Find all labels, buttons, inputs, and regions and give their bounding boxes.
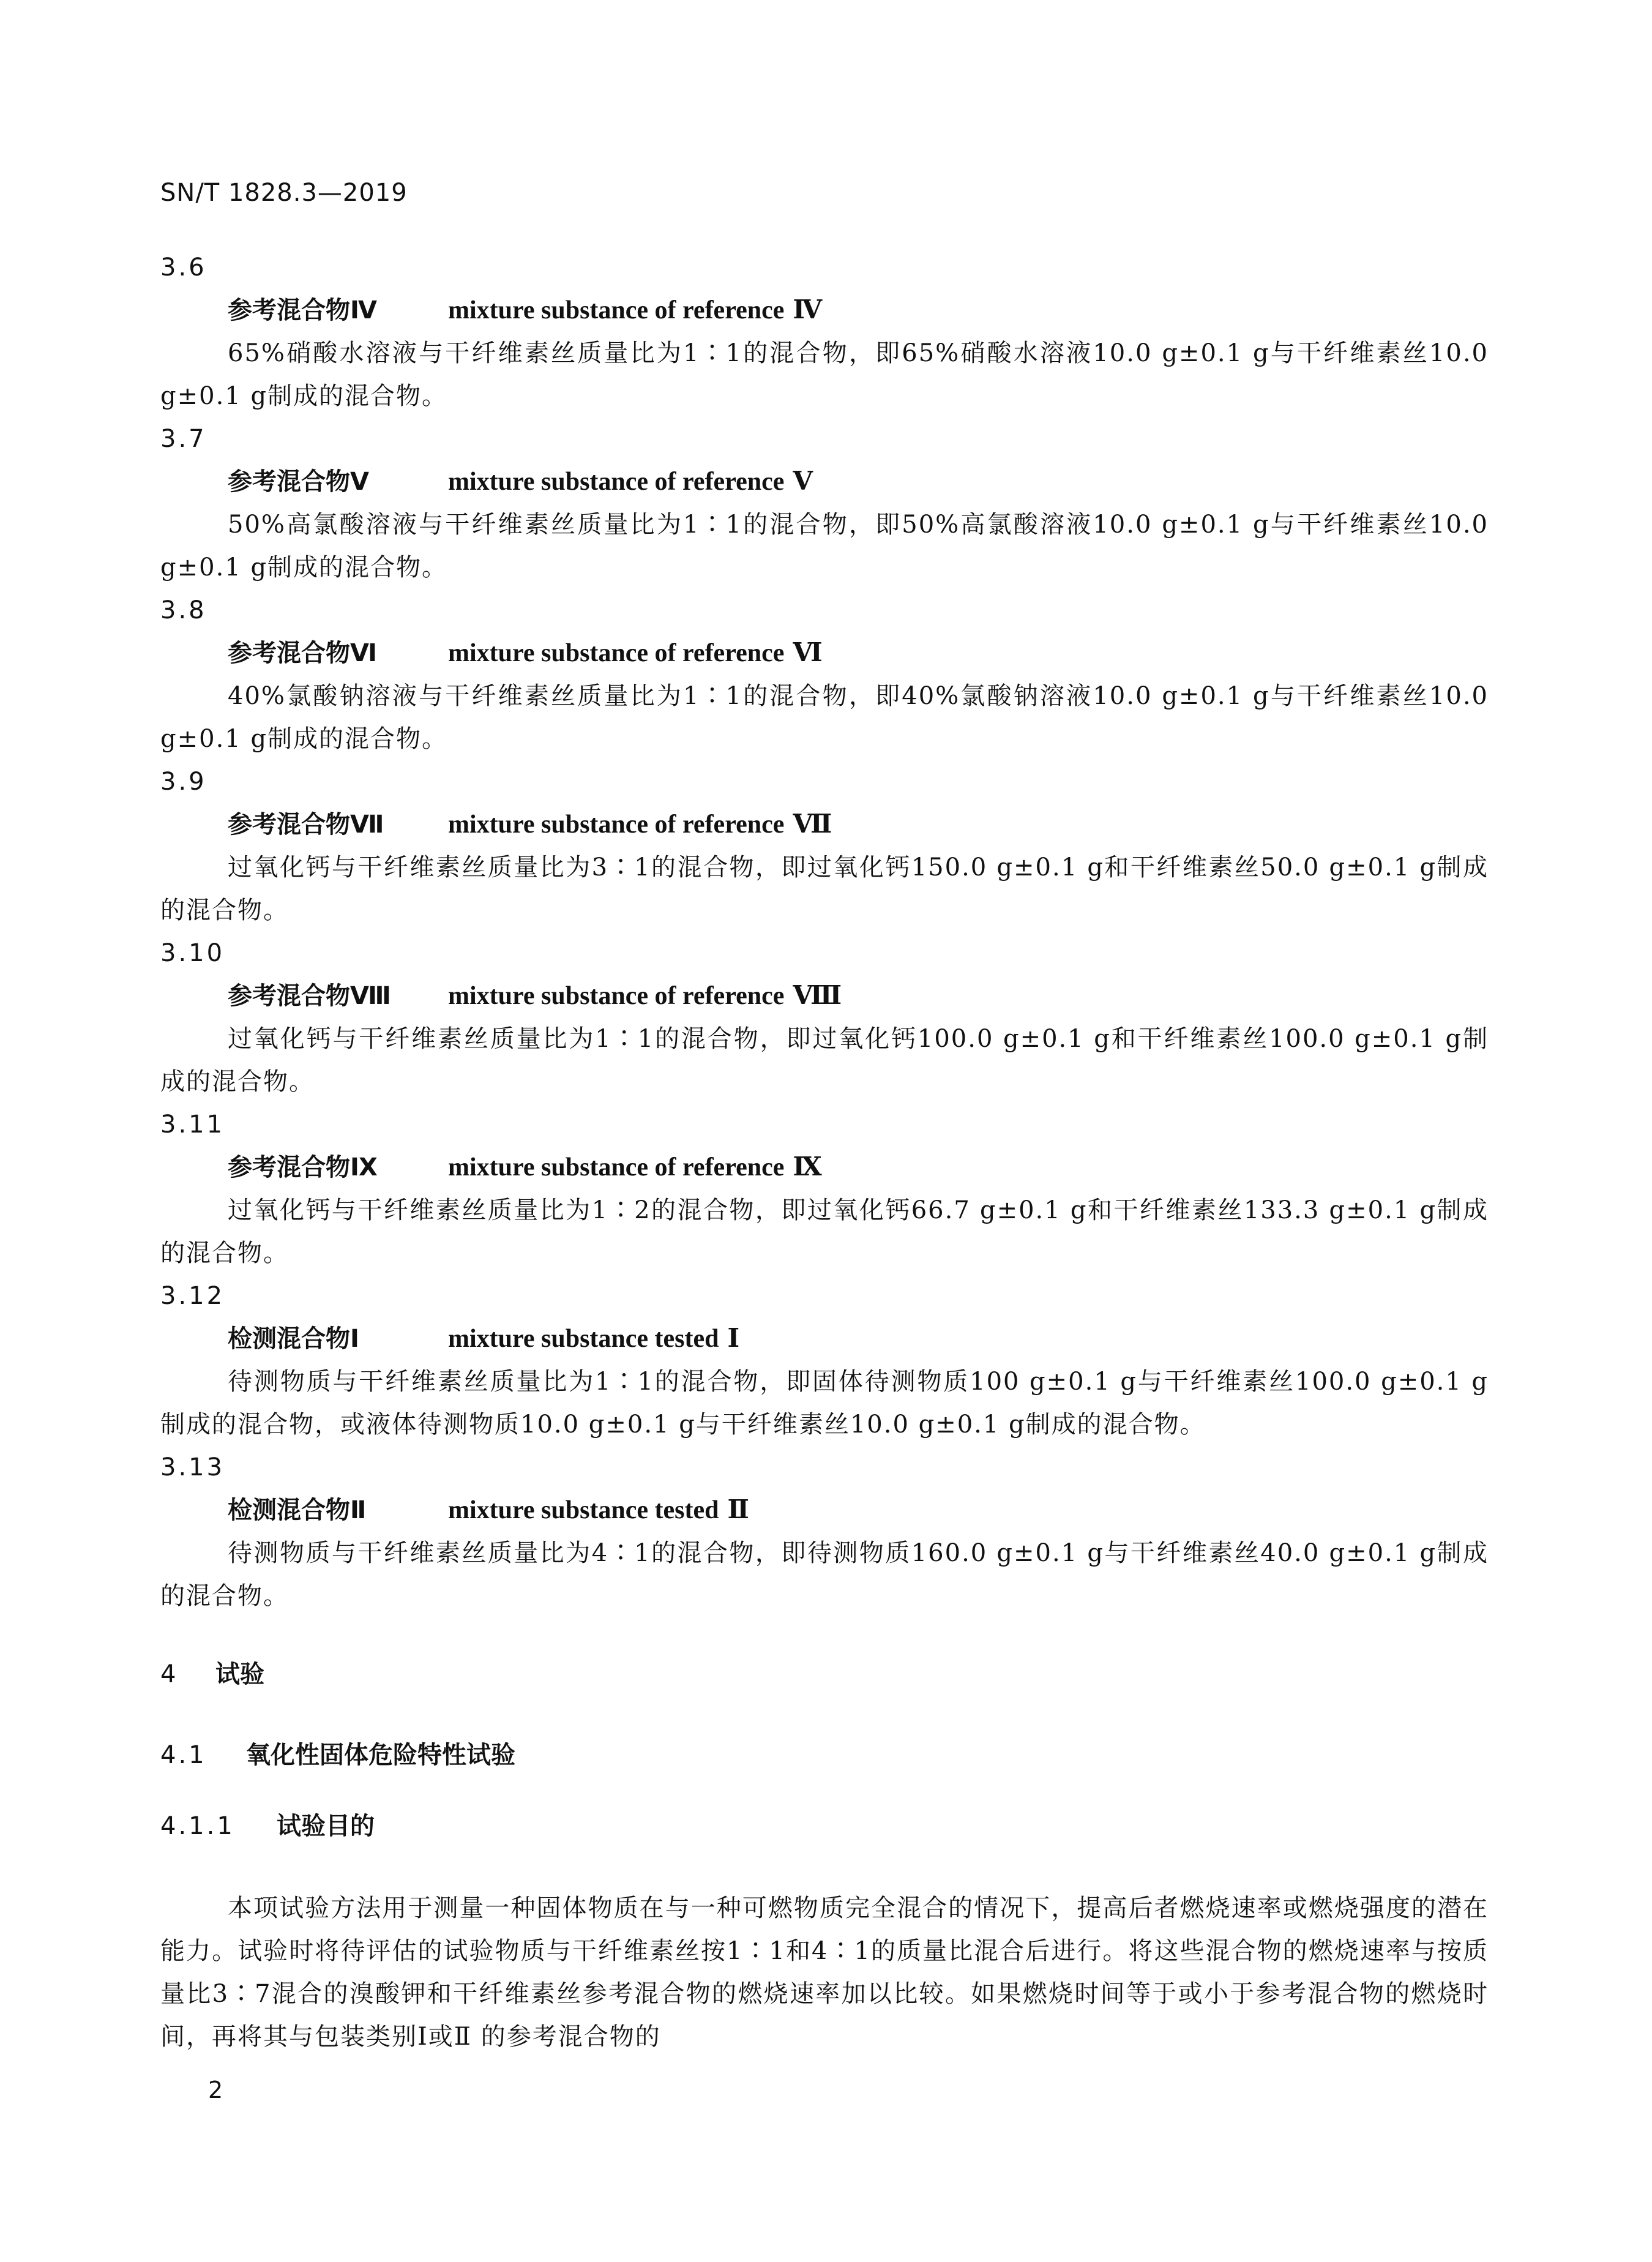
term-heading — [160, 803, 1489, 846]
definition-3-8 — [160, 589, 1489, 760]
term-en: mixture substance tested — [448, 1496, 719, 1524]
term-heading — [160, 975, 1489, 1017]
definition-text: 过氧化钙与干纤维素丝质量比为1∶1的混合物，即过氧化钙100.0 g±0.1 g和干纤维素丝100.0 g±0.1 g制成的混合物。 — [160, 1025, 1489, 1096]
term-cn: 参考混合物Ⅸ — [228, 1153, 378, 1182]
term-heading — [160, 632, 1489, 675]
term-roman: Ⅰ — [727, 1325, 740, 1353]
definition-text: 过氧化钙与干纤维素丝质量比为1∶2的混合物，即过氧化钙66.7 g±0.1 g和干纤维素丝133.3 g±0.1 g制成的混合物。 — [160, 1196, 1489, 1267]
term-roman: Ⅳ — [793, 296, 823, 324]
section-heading-4 — [160, 1653, 1489, 1696]
term-cn: 参考混合物Ⅶ — [228, 811, 384, 839]
definition-text: 40%氯酸钠溶液与干纤维素丝质量比为1∶1的混合物，即40%氯酸钠溶液10.0 g±0.1 g与干纤维素丝10.0 g±0.1 g制成的混合物。 — [160, 682, 1489, 753]
term-cn: 参考混合物Ⅷ — [228, 982, 391, 1010]
clause-number: 3.12 — [160, 1282, 225, 1310]
clause-number: 3.7 — [160, 425, 207, 453]
term-en: mixture substance of reference — [448, 1153, 785, 1182]
section-title: 试验目的 — [277, 1812, 375, 1840]
term-en: mixture substance of reference — [448, 639, 785, 667]
definition-text: 50%高氯酸溶液与干纤维素丝质量比为1∶1的混合物，即50%高氯酸溶液10.0 g±0.1 g与干纤维素丝10.0 g±0.1 g制成的混合物。 — [160, 511, 1489, 582]
term-heading — [160, 1489, 1489, 1532]
definition-3-7 — [160, 418, 1489, 589]
section-number: 4.1 — [160, 1741, 207, 1769]
section-heading-4-1 — [160, 1734, 1489, 1777]
definition-3-13 — [160, 1446, 1489, 1617]
section-number: 4.1.1 — [160, 1812, 235, 1840]
clause-number: 3.13 — [160, 1453, 225, 1481]
document-body — [160, 246, 1489, 2058]
term-roman: Ⅶ — [793, 811, 832, 839]
definition-text: 待测物质与干纤维素丝质量比为1∶1的混合物，即固体待测物质100 g±0.1 g与干纤维素丝100.0 g±0.1 g制成的混合物，或液体待测物质10.0 g±0.1 g与干纤维素丝10.0 g±0.1 g制成的混合物。 — [160, 1368, 1489, 1439]
definition-text: 过氧化钙与干纤维素丝质量比为3∶1的混合物，即过氧化钙150.0 g±0.1 g和干纤维素丝50.0 g±0.1 g制成的混合物。 — [160, 853, 1489, 924]
term-roman: Ⅱ — [727, 1496, 749, 1524]
definition-3-9 — [160, 760, 1489, 932]
term-cn: 检测混合物Ⅰ — [228, 1325, 359, 1353]
term-en: mixture substance of reference — [448, 811, 785, 839]
term-roman: Ⅴ — [793, 468, 813, 496]
clause-number: 3.6 — [160, 253, 207, 282]
term-heading — [160, 289, 1489, 332]
definition-3-11 — [160, 1103, 1489, 1275]
term-en: mixture substance of reference — [448, 982, 785, 1010]
definition-3-10 — [160, 932, 1489, 1103]
definition-3-12 — [160, 1275, 1489, 1446]
term-heading — [160, 1146, 1489, 1189]
clause-number: 3.9 — [160, 768, 207, 796]
purpose-paragraph: 本项试验方法用于测量一种固体物质在与一种可燃物质完全混合的情况下，提高后者燃烧速率或燃烧强度的潜在能力。试验时将待评估的试验物质与干纤维素丝按1∶1和4∶1的质量比混合后进行。将这些混合物的燃烧速率与按质量比3∶7混合的溴酸钾和干纤维素丝参考混合物的燃烧速率加以比较。如果燃烧时间等于或小于参考混合物的燃烧时间，再将其与包装类别Ⅰ或Ⅱ 的参考混合物的 — [160, 1894, 1489, 2051]
term-heading — [160, 1317, 1489, 1360]
term-roman: Ⅵ — [793, 639, 823, 667]
term-heading — [160, 460, 1489, 503]
term-cn: 参考混合物Ⅵ — [228, 639, 377, 667]
term-en: mixture substance of reference — [448, 468, 785, 496]
definition-3-6 — [160, 246, 1489, 418]
definition-text: 待测物质与干纤维素丝质量比为4∶1的混合物，即待测物质160.0 g±0.1 g与干纤维素丝40.0 g±0.1 g制成的混合物。 — [160, 1539, 1489, 1610]
term-roman: Ⅸ — [793, 1153, 822, 1182]
term-en: mixture substance of reference — [448, 296, 785, 324]
term-cn: 参考混合物Ⅴ — [228, 468, 369, 496]
clause-number: 3.10 — [160, 939, 225, 967]
term-cn: 参考混合物Ⅳ — [228, 296, 377, 324]
clause-number: 3.11 — [160, 1110, 225, 1139]
document-header: SN/T 1828.3—2019 — [160, 179, 408, 207]
term-roman: Ⅷ — [793, 982, 842, 1010]
term-cn: 检测混合物Ⅱ — [228, 1496, 367, 1524]
section-title: 氧化性固体危险特性试验 — [246, 1741, 515, 1769]
section-heading-4-1-1 — [160, 1805, 1489, 1848]
section-title: 试验 — [215, 1660, 264, 1688]
definition-text: 65%硝酸水溶液与干纤维素丝质量比为1∶1的混合物，即65%硝酸水溶液10.0 g±0.1 g与干纤维素丝10.0 g±0.1 g制成的混合物。 — [160, 339, 1489, 410]
page-number: 2 — [208, 2077, 223, 2103]
section-number: 4 — [160, 1660, 179, 1688]
term-en: mixture substance tested — [448, 1325, 719, 1353]
clause-number: 3.8 — [160, 596, 207, 624]
